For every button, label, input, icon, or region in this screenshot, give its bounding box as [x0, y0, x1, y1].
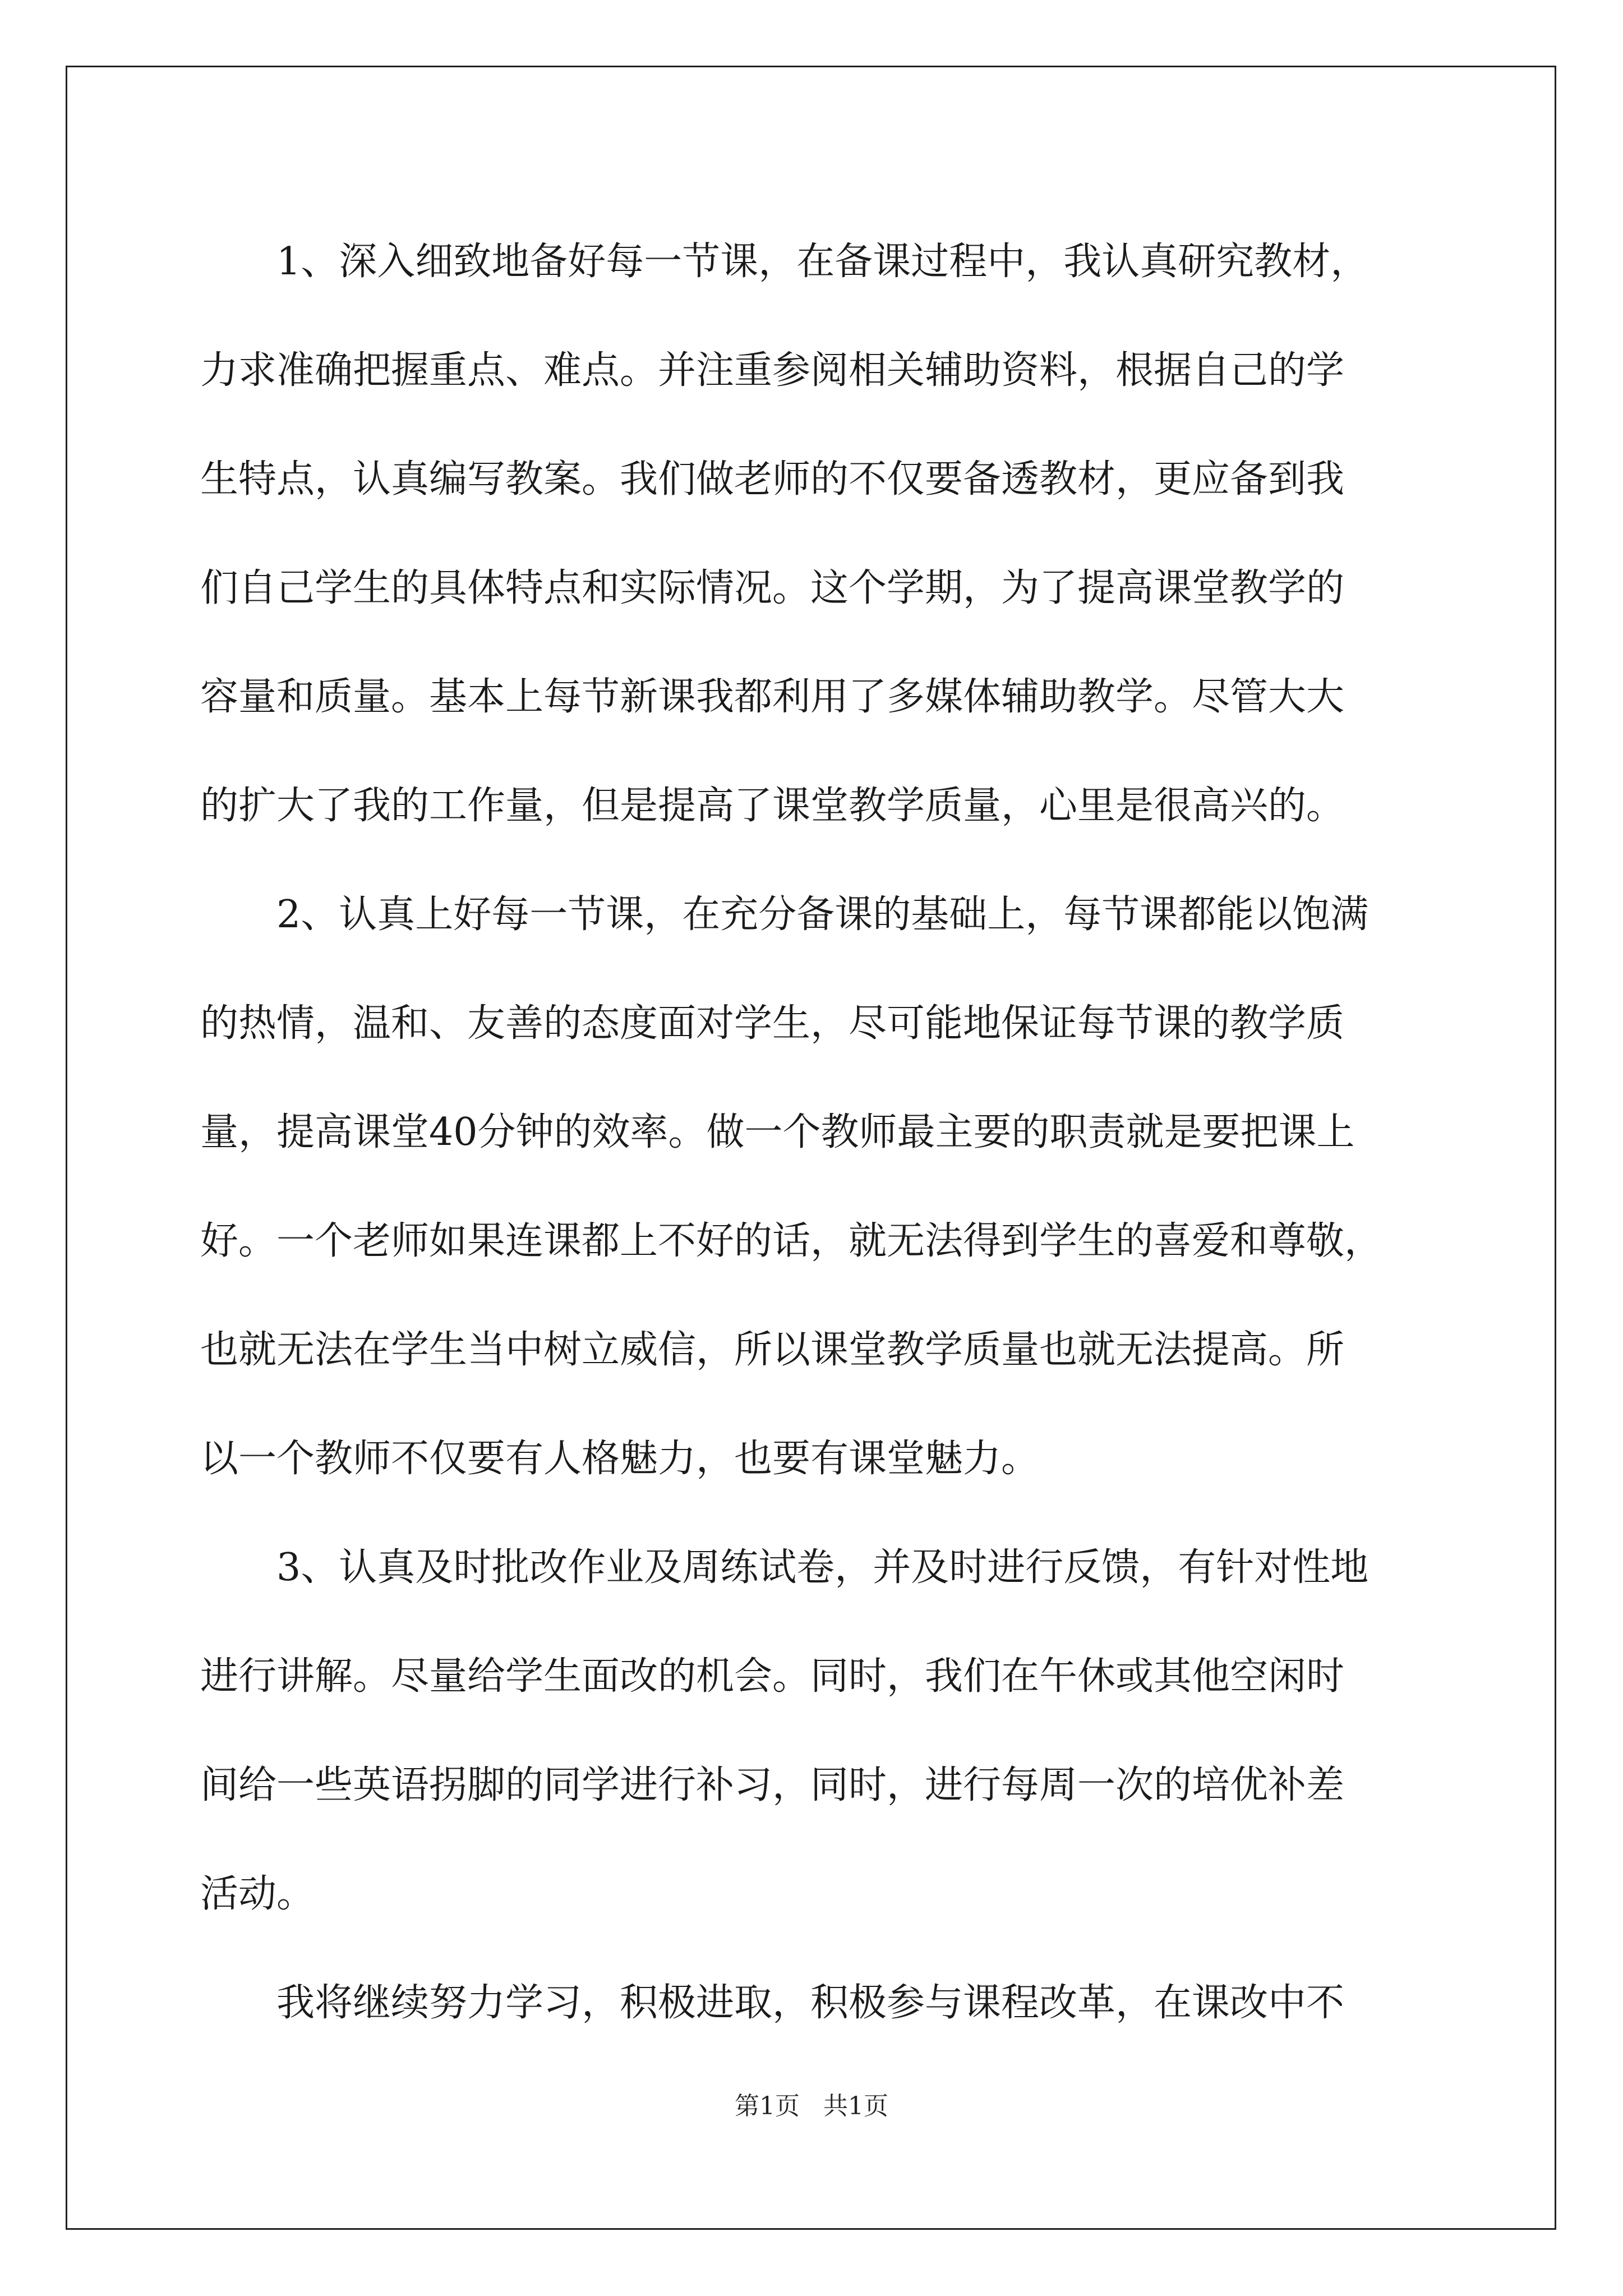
page-footer: 第1页 共1页: [735, 2092, 888, 2120]
document-body: [200, 208, 1428, 2058]
paragraph-4: 我将继续努力学习，积极进取，积极参与课程改革，在课改中不: [276, 1981, 1345, 2025]
paragraph-3: 3、认真及时批改作业及周练试卷，并及时进行反馈，有针对性地 进行讲解。尽量给学生面改的机会。同时，我们在午休或其他空闲时 间给一些英语拐脚的同学进行补习，同时，进行每周一次的培优补差 活动。: [200, 1545, 1369, 1916]
paragraph-2: 2、认真上好每一节课，在充分备课的基础上，每节课都能以饱满 的热情，温和、友善的态度面对学生，尽可能地保证每节课的教学质 量，提高课堂40分钟的效率。做一个教师最主要的职责就是要把课上 好。一个老师如果连课都上不好的话，就无法得到学生的喜爱和尊敬， 也就无法在学生当中树立威信，所以课堂教学质量也就无法提高。所 以一个教师不仅要有人格魅力，也要有课堂魅力。: [200, 892, 1383, 1481]
paragraph-1: 1、深入细致地备好每一节课，在备课过程中，我认真研究教材， 力求准确把握重点、难点。并注重参阅相关辅助资料，根据自己的学 生特点，认真编写教案。我们做老师的不仅要备透教材，更应备到我 们自己学生的具体特点和实际情况。这个学期，为了提高课堂教学的 容量和质量。基本上每节新课我都利用了多媒体辅助教学。尽管大大 的扩大了我的工作量，但是提高了课堂教学质量，心里是很高兴的。: [200, 240, 1369, 828]
